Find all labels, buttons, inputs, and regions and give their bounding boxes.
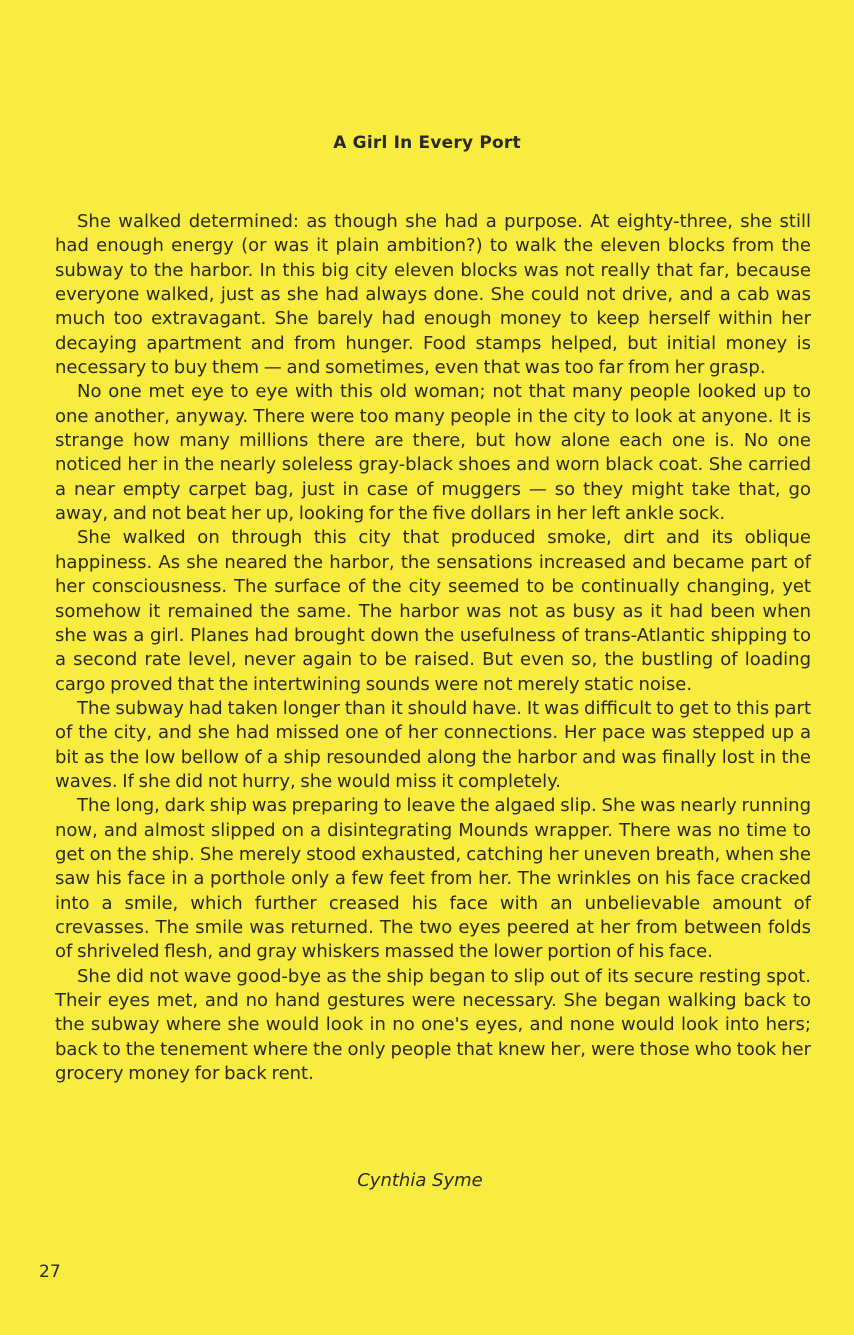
story-title: A Girl In Every Port xyxy=(333,133,521,153)
story-paragraph: No one met eye to eye with this old woman; not that many people looked up to one another, anyway. There were too many people in the city to look at anyone. It is strange how many millions there are there, but how alone each one is. No one noticed her in the nearly soleless gray-black shoes and worn black coat. She carried a near empty carpet bag, just in case of muggers — so they might take that, go away, and not beat her up, looking for the five dollars in her left ankle sock. xyxy=(55,381,811,525)
story-paragraph: The subway had taken longer than it should have. It was difficult to get to this part of the city, and she had missed one of her connections. Her pace was stepped up a bit as the low bellow of a ship resounded along the harbor and was finally lost in the waves. If she did not hurry, she would miss it completely. xyxy=(55,697,811,792)
page-number: 27 xyxy=(39,1262,61,1282)
story-paragraph: She walked determined: as though she had a purpose. At eighty-three, she still had enough energy (or was it plain ambition?) to walk the eleven blocks from the subway to the harbor. In this big city eleven blocks was not really that far, because everyone walked, just as she had always done. She could not drive, and a cab was much too extravagant. She barely had enough money to keep herself within her decaying apartment and from hunger. Food stamps helped, but initial money is necessary to buy them — and sometimes, even that was too far from her grasp. xyxy=(55,211,811,379)
author-name: Cynthia Syme xyxy=(357,1170,483,1191)
story-paragraph: The long, dark ship was preparing to leave the algaed slip. She was nearly running now, and almost slipped on a disintegrating Mounds wrapper. There was no time to get on the ship. She merely stood exhausted, catching her uneven breath, when she saw his face in a porthole only a few feet from her. The wrinkles on his face cracked into a smile, which further creased his face with an unbelievable amount of crevasses. The smile was returned. The two eyes peered at her from between folds of shriveled flesh, and gray whiskers massed the lower portion of his face. xyxy=(55,795,811,963)
story-paragraph: She did not wave good-bye as the ship began to slip out of its secure resting spot. Their eyes met, and no hand gestures were necessary. She began walking back to the subway where she would look in no one's eyes, and none would look into hers; back to the tenement where the only people that knew her, were those who took her grocery money for back rent. xyxy=(55,965,811,1085)
story-paragraph: She walked on through this city that produced smoke, dirt and its oblique happiness. As she neared the harbor, the sensations increased and became part of her consciousness. The surface of the city seemed to be continually changing, yet somehow it remained the same. The harbor was not as busy as it had been when she was a girl. Planes had brought down the usefulness of trans-Atlantic shipping to a second rate level, never again to be raised. But even so, the bustling of loading cargo proved that the intertwining sounds were not merely static noise. xyxy=(55,527,811,695)
story-body xyxy=(55,210,811,1086)
